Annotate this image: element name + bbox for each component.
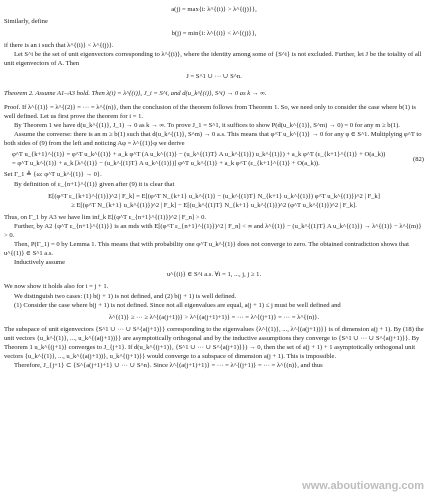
theorem-2-statement: Theorem 2. Assume A1–A3 hold. Then λ(i) = λ^{(i)}, J_i = S^i, and d(u_k^{(i)}, S^i) → 0 as k → ∞. bbox=[4, 89, 267, 97]
paragraph-assume-converse: Assume the converse: there is an m ≥ b(1) such that d(u_k^{(1)}, S^m) → 0 a.s. This means that φ^T u_k^{(1)} → 0 for any φ ∈ S^1. Multiplying φ^T to both sides of (9) from the left and noticing Aφ = λ^{(1)}φ we derive bbox=[4, 131, 422, 148]
text-by-definition: By definition of ε_{n+1}^{(1)} given after (9) it is clear that bbox=[14, 180, 175, 188]
text-thus-on-gamma: Thus, on Γ_1 by A3 we have lim inf_k E[(φ^T ε_{n+1}^{(1)})^2 | F_n] > 0. bbox=[4, 213, 207, 221]
eq-eigenvalue-order: λ^{(1)} ≥ ··· ≥ λ^{(a(j+1))} > λ^{(a(j+1)+1)} = ··· = λ^{(j+1)} = ··· = λ^{(n)}. bbox=[108, 313, 320, 321]
paragraph-theorem1: By Theorem 1 we have d(u_k^{(1)}, J_1) → 0 as k → ∞. To prove J_1 = S^1, it suffices to show P(d(u_k^{(1)}, S^m) → 0) = 0 for any m ≥ b(1). bbox=[14, 121, 400, 129]
eq-aj-definition: a(j) = max{i: λ^{(i)} > λ^{(j)}}, bbox=[171, 6, 257, 13]
text-if-there-is: if there is an i such that λ^{(i)} < λ^{(j)}. bbox=[4, 42, 114, 50]
site-watermark: www.aboutiowang.com bbox=[302, 479, 424, 492]
paragraph-subspace: The subspace of unit eigenvectors {S^1 ∪ ··· ∪ S^{a(j+1)}} corresponding to the eigenvalues {λ^{(1)}, ..., λ^{(a(j+1))}} is of dimension a(j + 1). By (18) the unit vectors {u_k^{(1)}, ..., u_k^{(a(j+1))}} are asymptotically orthogonal and by the inductive assumptions they converge to {S^1 ∪ ··· ∪ S^{a(j+1)}}. By Theorem 1 u_k^{(j+1)} converges to J_{j+1}. If d(u_k^{(j+1)}, {S^1 ∪ ··· ∪ S^{a(j+1)}}) → 0, then the set of a(j + 1) + 1 asymptotically orthogonal unit vectors {u_k^{(1)}, ..., u_k^{(a(j+1))}, u_k^{(j+1)}} would converge to a subspace of dimension a(j + 1). This is impossible. bbox=[4, 325, 424, 361]
text-case-1: (1) Consider the case where b(j + 1) is not defined. Since not all eigenvalues are equal, a(j + 1) ≤ j must be well defined and bbox=[14, 301, 341, 309]
text-two-cases: We distinguish two cases: (1) b(j + 1) is not defined, and (2) b(j + 1) is well defined. bbox=[14, 292, 237, 300]
eq-bj-definition: b(j) = min{i: λ^{(i)} < λ^{(j)}}, bbox=[171, 30, 257, 38]
equation-expectation bbox=[4, 192, 424, 210]
eq-expectation-line-2: ≥ E[(φ^T N_{k+1} u_k^{(1)})^2 | F_k] − E[(u_k^{(1)T} N_{k+1} u_k^{(1)})^2 (φ^T u_k^{(1)})^2 | F_k]. bbox=[71, 201, 357, 209]
equation-82 bbox=[4, 150, 424, 168]
proof-opening: Proof. If λ^{(1)} = λ^{(2)} = ··· = λ^{(n)}, then the conclusion of the theorem follows from Theorem 1. So, we need only to consider the case where b(1) is well defined. Let us first prove the theorem for i = 1. bbox=[4, 103, 416, 120]
text-now-show: We now show it holds also for i = j + 1. bbox=[4, 283, 109, 291]
text-inductively-assume: Inductively assume bbox=[14, 259, 66, 267]
text-contradiction: Then, P(Γ_1) = 0 by Lemma 1. This means that with probability one φ^T u_k^{(1)} does not converge to zero. The obtained contradiction shows that u^{(1)} ∈ S^1 a.s. bbox=[4, 241, 409, 258]
text-set-gamma: Set Γ_1 ≜ {ω: φ^T u_k^{(1)} → 0}. bbox=[4, 171, 102, 179]
paragraph-eigenvector-sets: Let S^i be the set of unit eigenvectors corresponding to λ^{(i)}, where the identity among some of {S^i} is not excluded. Further, let J be the totality of all unit eigenvectors of A. Then bbox=[4, 51, 422, 68]
eq-82-line-2: = φ^T u_k^{(1)} + a_k [λ^{(1)} − (u_k^{(1)T} A u_k^{(1)})] φ^T u_k^{(1)} + a_k φ^T (ε_{k+1}^{(1)} + O(a_k)). bbox=[12, 160, 320, 168]
eq-82-line-1: φ^T u_{k+1}^{(1)} = φ^T u_k^{(1)} + a_k φ^T (A u_k^{(1)} − (u_k^{(1)T} A u_k^{(1)}) u_k^{(1)}) + a_k φ^T (ε_{k+1}^{(1)} + O(a_k)) bbox=[12, 151, 386, 159]
text-therefore: Therefore, J_{j+1} ⊂ {S^{a(j+1)+1} ∪ ··· ∪ S^n}. Since λ^{(a(j+1)+1)} = ··· = λ^{(j+1)} = ··· = λ^{(n)}, and thus bbox=[14, 362, 323, 370]
eq-expectation-line-1: E[(φ^T ε_{k+1}^{(1)})^2 | F_k] = E[(φ^T N_{k+1} u_k^{(1)} − (u_k^{(1)T} N_{k+1} u_k^{(1)}) φ^T u_k^{(1)})^2 | F_k] bbox=[48, 192, 380, 200]
text-similarly: Similarly, define bbox=[4, 18, 48, 26]
eq-j-union: J = S^1 ∪ ··· ∪ S^n. bbox=[186, 72, 242, 80]
eq-inductive-assumption: u^{(i)} ∈ S^i a.s. ∀i = 1, ..., j, j ≥ 1. bbox=[166, 271, 262, 279]
text-further-mds: Further, by A2 {φ^T ε_{n+1}^{(1)}} is an mds with E[(φ^T ε_{n+1}^{(1)})^2 | F_n] < ∞ and λ^{(1)} − (u_k^{(1)T} A u_k^{(1)}) → λ^{(1)} − λ^{(m)} > 0. bbox=[4, 222, 422, 239]
eq-number-82: (82) bbox=[413, 155, 424, 163]
